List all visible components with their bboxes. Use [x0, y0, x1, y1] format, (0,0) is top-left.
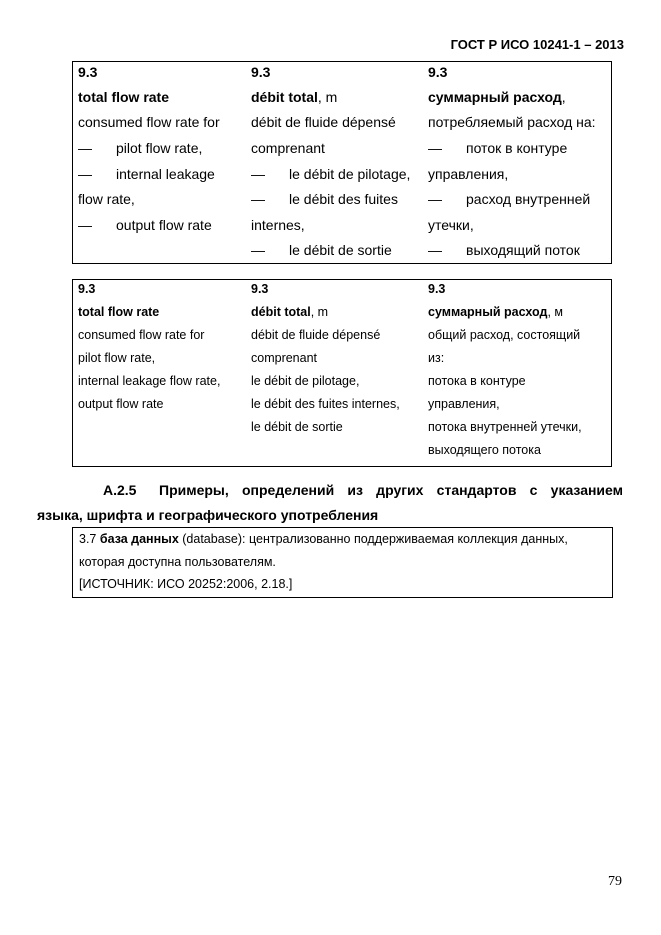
- term-number: 9.3: [428, 282, 446, 296]
- term-fr: débit total, m: [251, 89, 338, 105]
- definition-line: pilot flow rate,: [78, 351, 156, 365]
- example-term: база данных: [99, 532, 179, 546]
- term-en: total flow rate: [78, 305, 160, 319]
- definition-line: internal leakage flow rate,: [78, 374, 221, 388]
- section-heading: [37, 482, 623, 498]
- term-ru: суммарный расход, м: [428, 305, 564, 319]
- term-number: 9.3: [251, 64, 271, 80]
- list-item: — le débit des fuites: [251, 191, 398, 207]
- document-header: ГОСТ Р ИСО 10241-1 – 2013: [450, 37, 624, 52]
- definition-line: общий расход, состоящий: [428, 328, 581, 342]
- term-table-plain: [72, 279, 612, 467]
- definition-line: flow rate,: [78, 191, 135, 207]
- example-definition-line: которая доступна пользователям.: [79, 555, 276, 569]
- definition-line: потока в контуре: [428, 374, 526, 388]
- definition-line: потока внутренней утечки,: [428, 420, 582, 434]
- example-box: [72, 527, 613, 598]
- definition-line: consumed flow rate for: [78, 328, 205, 342]
- definition-line: управления,: [428, 166, 509, 182]
- term-en: total flow rate: [78, 89, 170, 105]
- list-item: — le débit de pilotage,: [251, 166, 411, 182]
- definition-line: comprenant: [251, 351, 318, 365]
- definition-line: débit de fluide dépensé: [251, 328, 381, 342]
- list-item: — расход внутренней: [428, 191, 591, 207]
- definition-line: consumed flow rate for: [78, 114, 220, 130]
- definition-line: le débit de pilotage,: [251, 374, 360, 388]
- definition-line: управления,: [428, 397, 500, 411]
- list-item: — internal leakage: [78, 166, 215, 182]
- page-number: 79: [608, 874, 622, 889]
- term-number: 9.3: [78, 282, 96, 296]
- list-item: — выходящий поток: [428, 242, 580, 258]
- list-item: — output flow rate: [78, 217, 212, 233]
- list-item: — поток в контуре: [428, 140, 568, 156]
- definition-line: internes,: [251, 217, 305, 233]
- definition-line: comprenant: [251, 140, 325, 156]
- definition-line: le débit des fuites internes,: [251, 397, 400, 411]
- definition-line: утечки,: [428, 217, 474, 233]
- section-number: А.2.5: [103, 482, 137, 498]
- definition-line: débit de fluide dépensé: [251, 114, 396, 130]
- term-ru: суммарный расход,: [428, 89, 566, 105]
- term-number: 9.3: [428, 64, 448, 80]
- section-title: Примеры, определений из других стандартов с указанием: [159, 482, 623, 498]
- section-heading-continued: языка, шрифта и географического употребления: [37, 507, 379, 523]
- term-table-formatted: [72, 61, 612, 264]
- example-source: [ИСТОЧНИК: ИСО 20252:2006, 2.18.]: [79, 577, 293, 591]
- definition-line: le débit de sortie: [251, 420, 343, 434]
- term-fr: débit total, m: [251, 305, 329, 319]
- example-entry: 3.7 база данных (database): централизованно поддерживаемая коллекция данных,: [79, 532, 568, 546]
- term-number: 9.3: [78, 64, 98, 80]
- definition-line: из:: [428, 351, 445, 365]
- definition-line: потребляемый расход на:: [428, 114, 596, 130]
- definition-line: выходящего потока: [428, 443, 541, 457]
- term-number: 9.3: [251, 282, 269, 296]
- list-item: — le débit de sortie: [251, 242, 392, 258]
- definition-line: output flow rate: [78, 397, 164, 411]
- list-item: — pilot flow rate,: [78, 140, 203, 156]
